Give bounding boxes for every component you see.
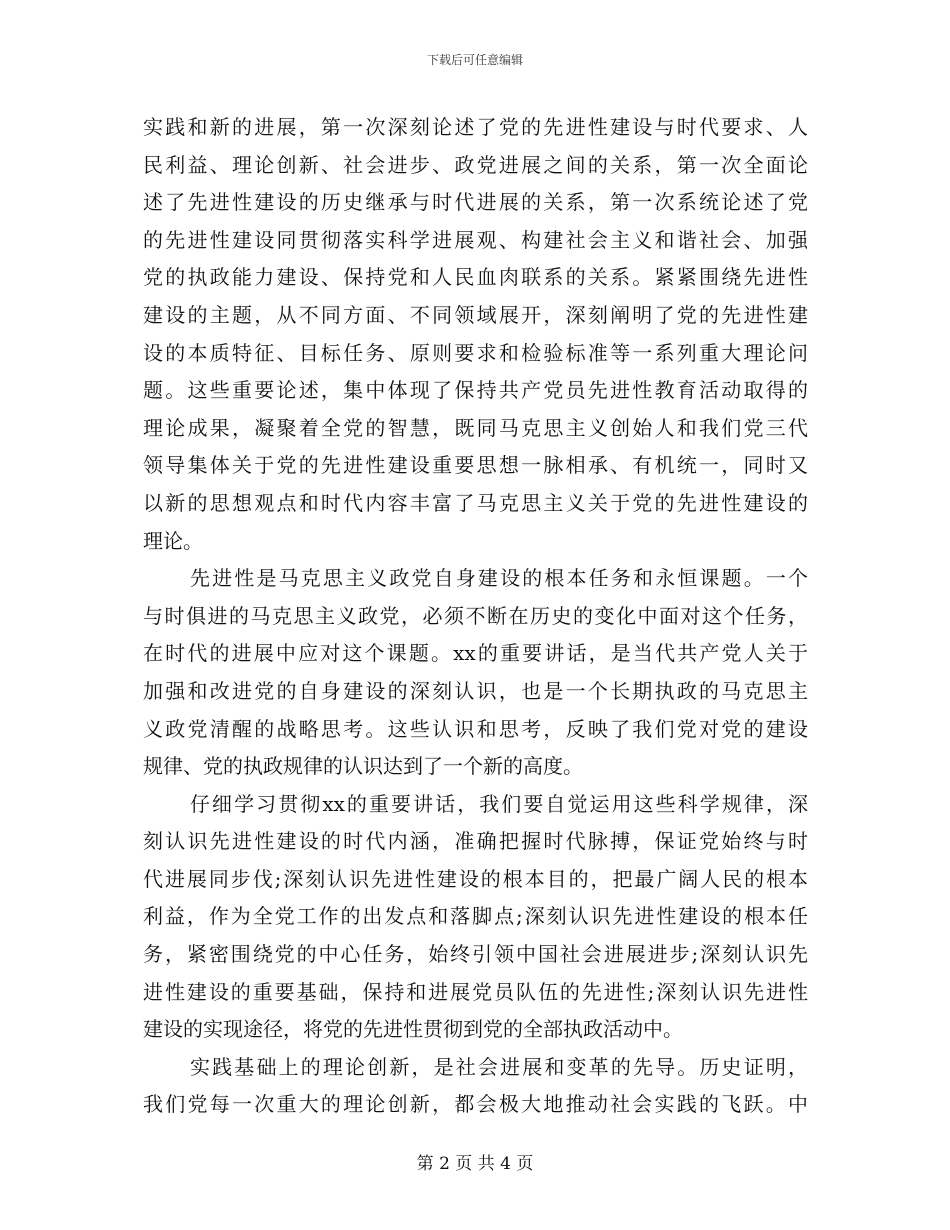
text-line: 与时俱进的马克思主义政党，必须不断在历史的变化中面对这个任务， bbox=[143, 603, 808, 628]
text-line: 务，紧密围绕党的中心任务，始终引领中国社会进展进步;深刻认识先 bbox=[143, 942, 808, 967]
text-line: 民利益、理论创新、社会进步、政党进展之间的关系，第一次全面论 bbox=[143, 152, 808, 177]
text-line: 我们党每一次重大的理论创新，都会极大地推动社会实践的飞跃。中 bbox=[143, 1092, 808, 1117]
text-line: 实践基础上的理论创新，是社会进展和变革的先导。历史证明， bbox=[190, 1054, 808, 1079]
text-line: 的先进性建设同贯彻落实科学进展观、构建社会主义和谐社会、加强 bbox=[143, 227, 808, 252]
text-line: 述了先进性建设的历史继承与时代进展的关系，第一次系统论述了党 bbox=[143, 190, 808, 215]
text-line: 加强和改进党的自身建设的深刻认识，也是一个长期执政的马克思主 bbox=[143, 678, 808, 703]
text-line: 建设的主题，从不同方面、不同领域展开，深刻阐明了党的先进性建 bbox=[143, 302, 808, 327]
text-line: 设的本质特征、目标任务、原则要求和检验标准等一系列重大理论问 bbox=[143, 340, 808, 365]
text-line: 以新的思想观点和时代内容丰富了马克思主义关于党的先进性建设的 bbox=[143, 490, 808, 515]
text-line: 实践和新的进展，第一次深刻论述了党的先进性建设与时代要求、人 bbox=[143, 115, 808, 139]
text-line: 党的执政能力建设、保持党和人民血肉联系的关系。紧紧围绕先进性 bbox=[143, 265, 808, 290]
text-line: 仔细学习贯彻xx的重要讲话，我们要自觉运用这些科学规律，深 bbox=[190, 791, 808, 816]
text-line: 利益，作为全党工作的出发点和落脚点;深刻认识先进性建设的根本任 bbox=[143, 904, 808, 929]
paragraph bbox=[143, 786, 808, 1049]
text-line: 题。这些重要论述，集中体现了保持共产党员先进性教育活动取得的 bbox=[143, 378, 808, 403]
text-line: 进性建设的重要基础，保持和进展党员队伍的先进性;深刻认识先进性 bbox=[143, 979, 808, 1004]
paragraph bbox=[143, 1049, 808, 1124]
text-line: 代进展同步伐;深刻认识先进性建设的根本目的，把最广阔人民的根本 bbox=[143, 866, 808, 891]
text-line: 规律、党的执政规律的认识达到了一个新的高度。 bbox=[143, 754, 583, 779]
text-line: 刻认识先进性建设的时代内涵，准确把握时代脉搏，保证党始终与时 bbox=[143, 829, 808, 854]
text-line: 理论成果，凝聚着全党的智慧，既同马克思主义创始人和我们党三代 bbox=[143, 415, 808, 440]
text-line: 先进性是马克思主义政党自身建设的根本任务和永恒课题。一个 bbox=[190, 566, 808, 591]
text-line: 义政党清醒的战略思考。这些认识和思考，反映了我们党对党的建设 bbox=[143, 716, 808, 741]
page-number-footer: 第 2 页 共 4 页 bbox=[416, 1154, 534, 1174]
text-line: 在时代的进展中应对这个课题。xx的重要讲话，是当代共产党人关于 bbox=[143, 641, 808, 666]
text-line: 领导集体关于党的先进性建设重要思想一脉相承、有机统一，同时又 bbox=[143, 453, 808, 478]
paragraph bbox=[143, 109, 808, 560]
text-line: 建设的实现途径，将党的先进性贯彻到党的全部执政活动中。 bbox=[143, 1017, 683, 1042]
paragraph bbox=[143, 560, 808, 786]
text-line: 理论。 bbox=[143, 528, 203, 553]
header-note: 下载后可任意编辑 bbox=[426, 53, 523, 67]
body-text bbox=[143, 109, 808, 1124]
